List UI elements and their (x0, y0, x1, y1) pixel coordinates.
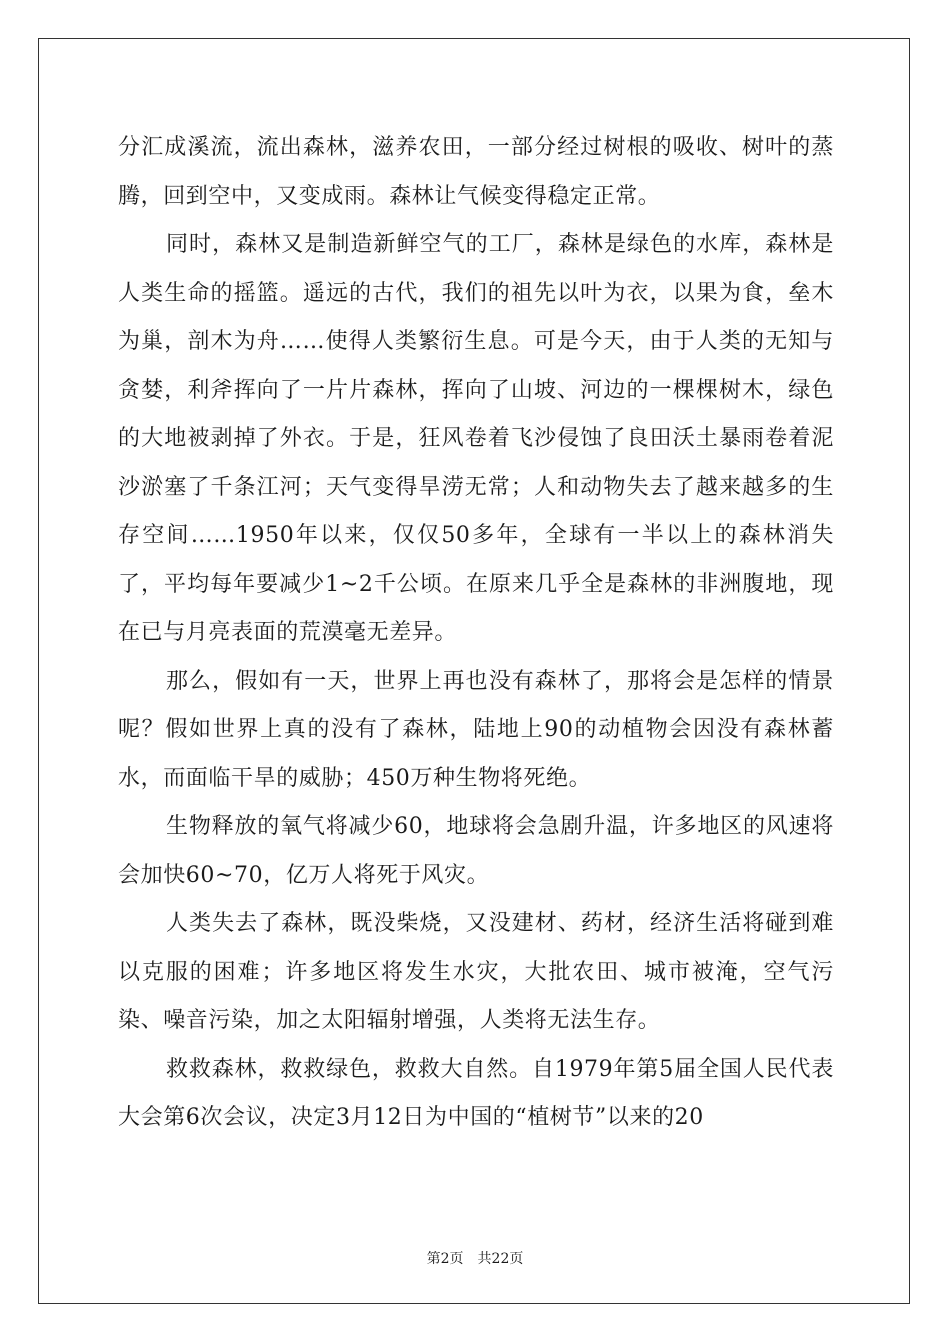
paragraph-3: 那么，假如有一天，世界上再也没有森林了，那将会是怎样的情景呢？假如世界上真的没有了森林，陆地上90的动植物会因没有森林蓄水，而面临干旱的威胁；450万种生物将死绝。 (118, 668, 834, 791)
paragraph-5: 人类失去了森林，既没柴烧，又没建材、药材，经济生活将碰到难以克服的困难；许多地区将发生水灾，大批农田、城市被淹，空气污染、噪音污染，加之太阳辐射增强，人类将无法生存。 (118, 911, 834, 1033)
document-body (118, 124, 834, 1143)
paragraph-6: 救救森林，救救绿色，救救大自然。自1979年第5届全国人民代表大会第6次会议，决定3月12日为中国的“植树节”以来的20 (118, 1056, 834, 1130)
paragraph-2: 同时，森林又是制造新鲜空气的工厂，森林是绿色的水库，森林是人类生命的摇篮。遥远的古代，我们的祖先以叶为衣，以果为食，垒木为巢，剖木为舟……使得人类繁衍生息。可是今天，由于人类的无知与贪婪，利斧挥向了一片片森林，挥向了山坡、河边的一棵棵树木，绿色的大地被剥掉了外衣。于是，狂风卷着飞沙侵蚀了良田沃土暴雨卷着泥沙淤塞了千条江河；天气变得旱涝无常；人和动物失去了越来越多的生存空间……1950年以来，仅仅50多年，全球有一半以上的森林消失了，平均每年要减少1~2千公顷。在原来几乎全是森林的非洲腹地，现在已与月亮表面的荒漠毫无差异。 (118, 232, 834, 645)
paragraph-4: 生物释放的氧气将减少60，地球将会急剧升温，许多地区的风速将会加快60~70，亿万人将死于风灾。 (118, 814, 834, 888)
total-pages: 共22页 (477, 1251, 524, 1267)
paragraph-1: 分汇成溪流，流出森林，滋养农田，一部分经过树根的吸收、树叶的蒸腾，回到空中，又变成雨。森林让气候变得稳定正常。 (118, 135, 834, 209)
current-page-number: 第2页 (426, 1251, 464, 1267)
page-footer (0, 1248, 950, 1268)
